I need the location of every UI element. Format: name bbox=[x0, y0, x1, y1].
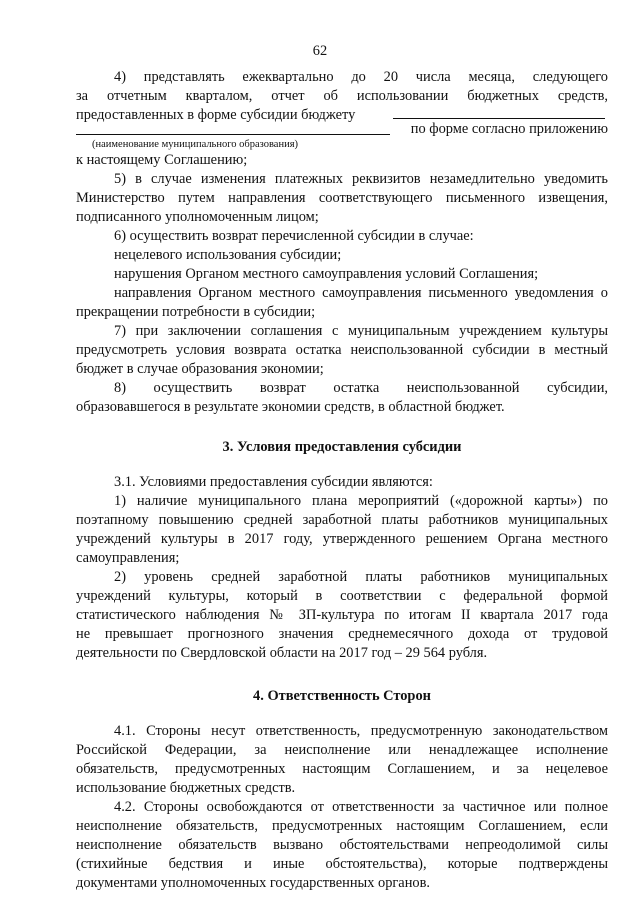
text-line: 3.1. Условиями предоставления субсидии являются: bbox=[114, 474, 433, 490]
text-line: образовавшегося в результате экономии средств, в областной бюджет. bbox=[76, 399, 505, 415]
text-line: 1) наличие муниципального плана мероприятий («дорожной карты») по bbox=[114, 493, 608, 509]
blank-line bbox=[76, 134, 390, 135]
blank-line bbox=[393, 118, 605, 119]
text-line: 7) при заключении соглашения с муниципальным учреждением культуры bbox=[114, 323, 608, 339]
text-line: бюджет в случае образования экономии; bbox=[76, 361, 324, 377]
text-line: 4.1. Стороны несут ответственность, предусмотренную законодательством bbox=[114, 723, 608, 739]
text-line: самоуправления; bbox=[76, 550, 180, 566]
text-line: к настоящему Соглашению; bbox=[76, 152, 248, 168]
text-line: нецелевого использования субсидии; bbox=[114, 247, 342, 263]
text-line: не превышает прогнозного значения среднемесячного дохода от трудовой bbox=[76, 626, 608, 642]
text-line: обязательств, предусмотренных настоящим Соглашением, и за нецелевое bbox=[76, 761, 608, 777]
text-line: Российской Федерации, за неисполнение или ненадлежащее исполнение bbox=[76, 742, 608, 758]
text-line: поэтапному повышению средней заработной платы работников муниципальных bbox=[76, 512, 608, 528]
text-line: 8) осуществить возврат остатка неиспользованной субсидии, bbox=[114, 380, 608, 396]
text-line: 4.2. Стороны освобождаются от ответственности за частичное или полное bbox=[114, 799, 608, 815]
text-line: подписанного уполномоченным лицом; bbox=[76, 209, 319, 225]
text-line: по форме согласно приложению bbox=[410, 121, 608, 137]
section-heading: 4. Ответственность Сторон bbox=[253, 688, 431, 704]
text-line: 4) представлять ежеквартально до 20 числа месяца, следующего bbox=[114, 69, 608, 85]
text-line: учреждений культуры, который в соответствии с федеральной формой bbox=[76, 588, 608, 604]
text-line: за отчетным кварталом, отчет об использовании бюджетных средств, bbox=[76, 88, 608, 104]
text-line: 5) в случае изменения платежных реквизитов незамедлительно уведомить bbox=[114, 171, 608, 187]
blank-caption: (наименование муниципального образования) bbox=[92, 139, 299, 150]
text-line: статистического наблюдения № ЗП-культура по итогам II квартала 2017 года bbox=[76, 607, 608, 623]
text-line: использование бюджетных средств. bbox=[76, 780, 296, 796]
text-line: деятельности по Свердловской области на 2017 год – 29 564 рубля. bbox=[76, 645, 488, 661]
text-line: прекращении потребности в субсидии; bbox=[76, 304, 316, 320]
text-line: Министерство путем направления соответствующего письменного извещения, bbox=[76, 190, 608, 206]
text-line: 6) осуществить возврат перечисленной субсидии в случае: bbox=[114, 228, 474, 244]
text-fragment: предоставленных в форме субсидии бюджету bbox=[76, 107, 356, 123]
text-line: учреждений культуры в 2017 году, утвержденного решением Органа местного bbox=[76, 531, 608, 547]
text-line: направления Органом местного самоуправления письменного уведомления о bbox=[114, 285, 608, 301]
text-line: (стихийные бедствия и иные обстоятельства), которые подтверждены bbox=[76, 856, 608, 872]
text-line: неисполнение обязательств, предусмотренных настоящим Соглашением, если bbox=[76, 818, 608, 834]
text-line: предусмотреть условия возврата остатка неиспользованной субсидии в местный bbox=[76, 342, 608, 358]
page-number: 62 bbox=[312, 43, 328, 59]
section-heading: 3. Условия предоставления субсидии bbox=[222, 439, 462, 455]
text-line: 2) уровень средней заработной платы работников муниципальных bbox=[114, 569, 608, 585]
text-line: нарушения Органом местного самоуправления условий Соглашения; bbox=[114, 266, 539, 282]
text-line: документами уполномоченных государственных органов. bbox=[76, 875, 430, 891]
text-line: неисполнение обязательств вызвано обстоятельствами непреодолимой силы bbox=[76, 837, 608, 853]
